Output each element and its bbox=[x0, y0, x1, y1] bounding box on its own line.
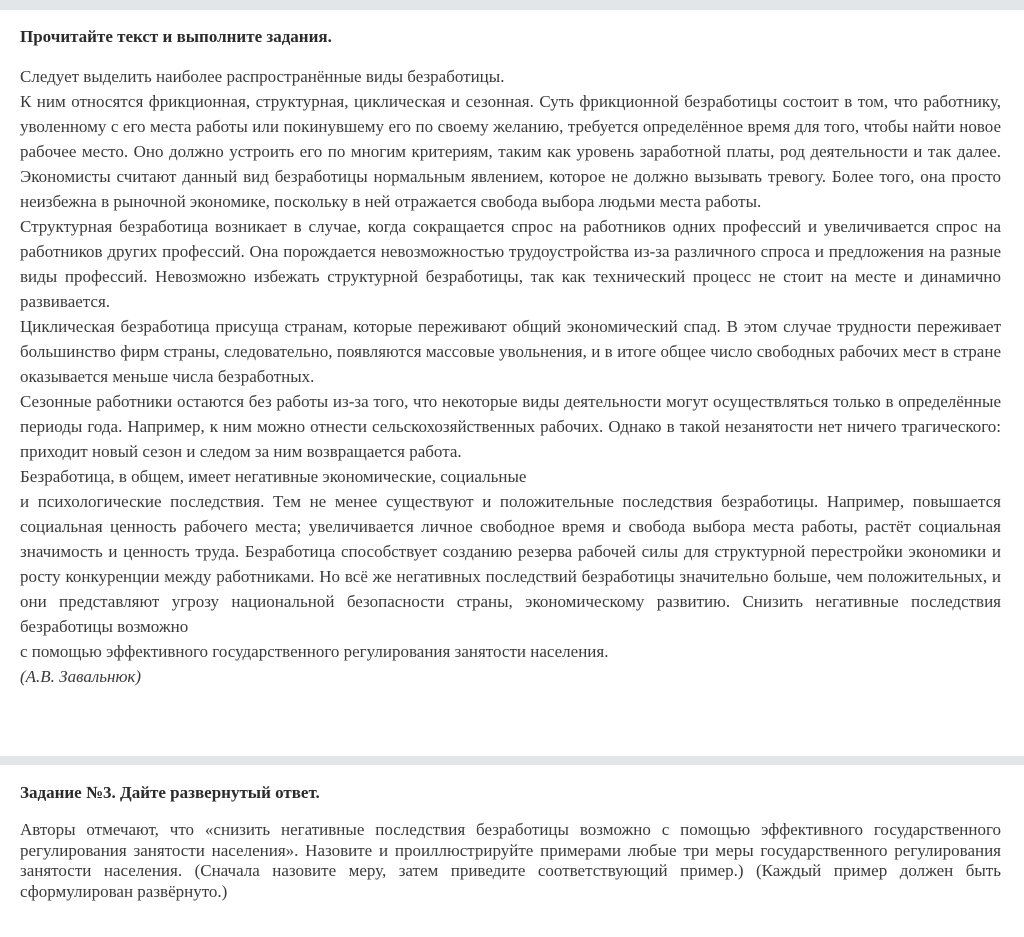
text-paragraph: К ним относятся фрикционная, структурная, циклическая и сезонная. Суть фрикционной безработицы состоит в том, что работнику, уволенному с его места работы или покинувшему его по своему желанию, требуется определённое время для того, чтобы найти новое рабочее место. Оно должно устроить его по многим критериям, таким как уровень заработной платы, род деятельности и так далее. Экономисты считают данный вид безработицы нормальным явлением, которое не должно вызывать тревогу. Более того, она просто неизбежна в рыночной экономике, поскольку в ней отражается свобода выбора людьми места работы. bbox=[20, 92, 1001, 211]
text-paragraph: Следует выделить наиболее распространённые виды безработицы. bbox=[20, 67, 505, 86]
text-paragraph: Безработица, в общем, имеет негативные экономические, социальные bbox=[20, 467, 527, 486]
text-paragraph: с помощью эффективного государственного регулирования занятости населения. bbox=[20, 642, 609, 661]
text-paragraph: Циклическая безработица присуща странам, которые переживают общий экономический спад. В этом случае трудности переживает большинство фирм страны, следовательно, появляются массовые увольнения, и в итоге общее число свободных рабочих мест в стране оказывается меньше числа безработных. bbox=[20, 317, 1001, 386]
text-paragraph: и психологические последствия. Тем не менее существуют и положительные последствия безработицы. Например, повышается социальная ценность рабочего места; увеличивается личное свободное время и свобода выбора места работы, растёт социальная значимость и ценность труда. Безработица способствует созданию резерва рабочей силы для структурной перестройки экономики и росту конкуренции между работниками. Но всё же негативных последствий безработицы значительно больше, чем положительных, и они представляют угрозу национальной безопасности страны, экономическому развитию. Снизить негативные последствия безработицы возможно bbox=[20, 492, 1001, 636]
reading-section bbox=[20, 26, 1001, 689]
top-divider bbox=[0, 0, 1024, 10]
task-text: Авторы отмечают, что «снизить негативные последствия безработицы возможно с помощью эффективного государственного регулирования занятости населения». Назовите и проиллюстрируйте примерами любые три меры государственного регулирования занятости населения. (Сначала назовите меру, затем приведите соответствующий пример.) (Каждый пример должен быть сформулирован развёрнуто.) bbox=[20, 820, 1001, 901]
text-paragraph: Структурная безработица возникает в случае, когда сокращается спрос на работников одних профессий и увеличивается спрос на работников других профессий. Она порождается невозможностью трудоустройства из-за различного спроса и предложения на разные виды профессий. Невозможно избежать структурной безработицы, так как технический процесс не стоит на месте и динамично развивается. bbox=[20, 217, 1001, 311]
author-attribution: (А.В. Завальнюк) bbox=[20, 667, 142, 686]
section-divider bbox=[0, 756, 1024, 765]
reading-heading: Прочитайте текст и выполните задания. bbox=[20, 27, 332, 46]
text-paragraph: Сезонные работники остаются без работы из-за того, что некоторые виды деятельности могут осуществляться только в определённые периоды года. Например, к ним можно отнести сельскохозяйственных рабочих. Однако в такой незанятости нет ничего трагического: приходит новый сезон и следом за ним возвращается работа. bbox=[20, 392, 1001, 461]
task-section bbox=[20, 782, 1001, 902]
task-heading: Задание №3. Дайте развернутый ответ. bbox=[20, 783, 320, 802]
